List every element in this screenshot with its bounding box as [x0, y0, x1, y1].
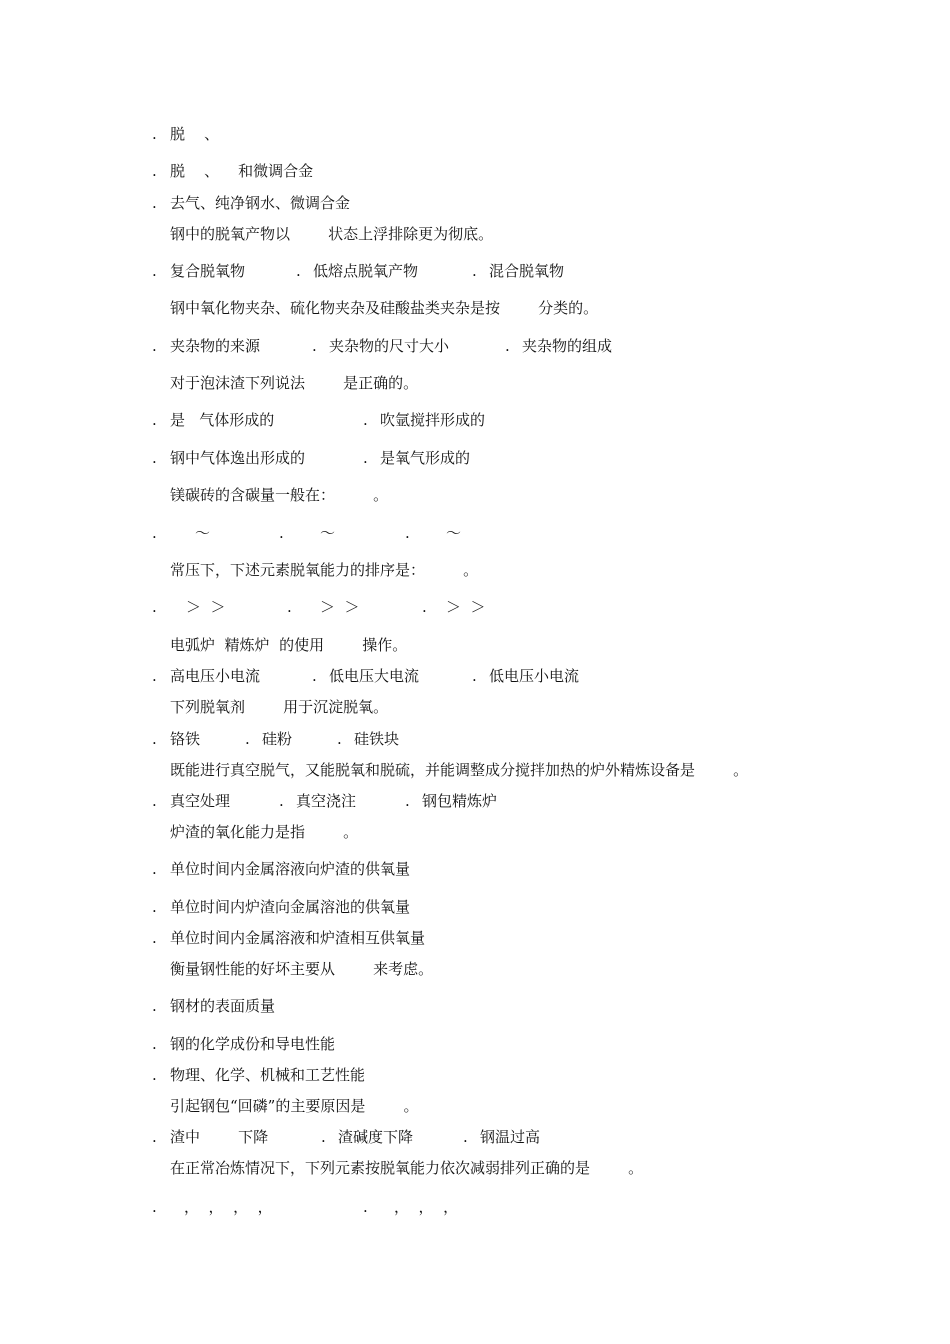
question-text: 引起钢包“回磷”的主要原因是 。: [170, 1097, 419, 1115]
question-text: 镁碳砖的含碳量一般在： 。: [170, 486, 389, 504]
question-text: 钢中氧化物夹杂、硫化物夹杂及硅酸盐类夹杂是按 分类的。: [170, 299, 599, 317]
list-marker: .: [422, 598, 427, 616]
option-text: 钢中气体逸出形成的: [170, 449, 306, 467]
question-text: 常压下，下述元素脱氧能力的排序是： 。: [170, 561, 479, 579]
option-text: 夹杂物的组成: [522, 337, 613, 355]
question-text: 在正常冶炼情况下，下列元素按脱氧能力依次减弱排列正确的是 。: [170, 1159, 644, 1177]
option-text: 物理、化学、机械和工艺性能: [170, 1066, 366, 1084]
option-text: ～: [446, 524, 462, 542]
list-marker: .: [152, 1128, 157, 1146]
option-text: 钢的化学成份和导电性能: [170, 1035, 336, 1053]
list-marker: .: [363, 411, 368, 429]
option-text: 夹杂物的尺寸大小: [329, 337, 450, 355]
option-text: 夹杂物的来源: [170, 337, 261, 355]
list-marker: .: [472, 667, 477, 685]
list-marker: .: [279, 792, 284, 810]
list-marker: .: [152, 125, 157, 143]
list-marker: .: [312, 667, 317, 685]
option-text: 低熔点脱氧产物: [313, 262, 419, 280]
list-marker: .: [245, 730, 250, 748]
option-text: 硅粉: [262, 730, 293, 748]
option-text: 是氧气形成的: [380, 449, 471, 467]
question-text: 下列脱氧剂 用于沉淀脱氧。: [170, 698, 389, 716]
option-text: ＞ ＞: [320, 598, 360, 616]
option-text: 钢材的表面质量: [170, 997, 276, 1015]
list-marker: .: [152, 792, 157, 810]
list-marker: .: [152, 898, 157, 916]
list-marker: .: [152, 162, 157, 180]
list-marker: .: [505, 337, 510, 355]
list-marker: .: [152, 1066, 157, 1084]
option-text: 真空浇注: [296, 792, 357, 810]
list-marker: .: [152, 1035, 157, 1053]
list-marker: .: [363, 449, 368, 467]
option-text: ～: [195, 524, 211, 542]
option-text: 复合脱氧物: [170, 262, 246, 280]
option-text: 混合脱氧物: [489, 262, 565, 280]
list-marker: .: [152, 194, 157, 212]
option-text: 低电压大电流: [329, 667, 420, 685]
option-text: ， ， ，: [394, 1198, 459, 1216]
list-marker: .: [296, 262, 301, 280]
question-text: 钢中的脱氧产物以 状态上浮排除更为彻底。: [170, 225, 494, 243]
option-text: 高电压小电流: [170, 667, 261, 685]
option-text: ， ， ， ，: [184, 1198, 273, 1216]
list-marker: .: [152, 929, 157, 947]
list-marker: .: [152, 997, 157, 1015]
list-marker: .: [152, 1198, 157, 1216]
list-marker: .: [152, 411, 157, 429]
list-marker: .: [152, 730, 157, 748]
option-text: 真空处理: [170, 792, 231, 810]
option-text: ＞ ＞: [186, 598, 226, 616]
option-text: 脱 、: [170, 125, 220, 143]
list-marker: .: [472, 262, 477, 280]
option-text: 脱 、 和微调合金: [170, 162, 314, 180]
option-text: ～: [320, 524, 336, 542]
option-text: 渣中 下降: [170, 1128, 269, 1146]
list-marker: .: [363, 1198, 368, 1216]
option-text: 去气、纯净钢水、微调合金: [170, 194, 351, 212]
option-text: 硅铁块: [354, 730, 400, 748]
option-text: 钢包精炼炉: [422, 792, 498, 810]
list-marker: .: [463, 1128, 468, 1146]
list-marker: .: [152, 262, 157, 280]
list-marker: .: [152, 598, 157, 616]
option-text: 单位时间内炉渣向金属溶池的供氧量: [170, 898, 411, 916]
question-text: 既能进行真空脱气，又能脱氧和脱硫，并能调整成分搅拌加热的炉外精炼设备是 。: [170, 761, 749, 779]
list-marker: .: [152, 860, 157, 878]
question-text: 对于泡沫渣下列说法 是正确的。: [170, 374, 419, 392]
list-marker: .: [405, 524, 410, 542]
list-marker: .: [279, 524, 284, 542]
option-text: 是 气体形成的: [170, 411, 275, 429]
list-marker: .: [405, 792, 410, 810]
option-text: 单位时间内金属溶液向炉渣的供氧量: [170, 860, 411, 878]
list-marker: .: [152, 524, 157, 542]
list-marker: .: [312, 337, 317, 355]
question-text: 炉渣的氧化能力是指 。: [170, 823, 359, 841]
option-text: 单位时间内金属溶液和炉渣相互供氧量: [170, 929, 426, 947]
option-text: 钢温过高: [480, 1128, 541, 1146]
list-marker: .: [337, 730, 342, 748]
option-text: 铬铁: [170, 730, 201, 748]
option-text: ＞ ＞: [446, 598, 486, 616]
list-marker: .: [152, 337, 157, 355]
list-marker: .: [152, 449, 157, 467]
question-text: 电弧炉 精炼炉 的使用 操作。: [170, 636, 408, 654]
option-text: 吹氩搅拌形成的: [380, 411, 486, 429]
option-text: 低电压小电流: [489, 667, 580, 685]
list-marker: .: [152, 667, 157, 685]
list-marker: .: [321, 1128, 326, 1146]
list-marker: .: [287, 598, 292, 616]
question-text: 衡量钢性能的好坏主要从 来考虑。: [170, 960, 434, 978]
option-text: 渣碱度下降: [338, 1128, 414, 1146]
